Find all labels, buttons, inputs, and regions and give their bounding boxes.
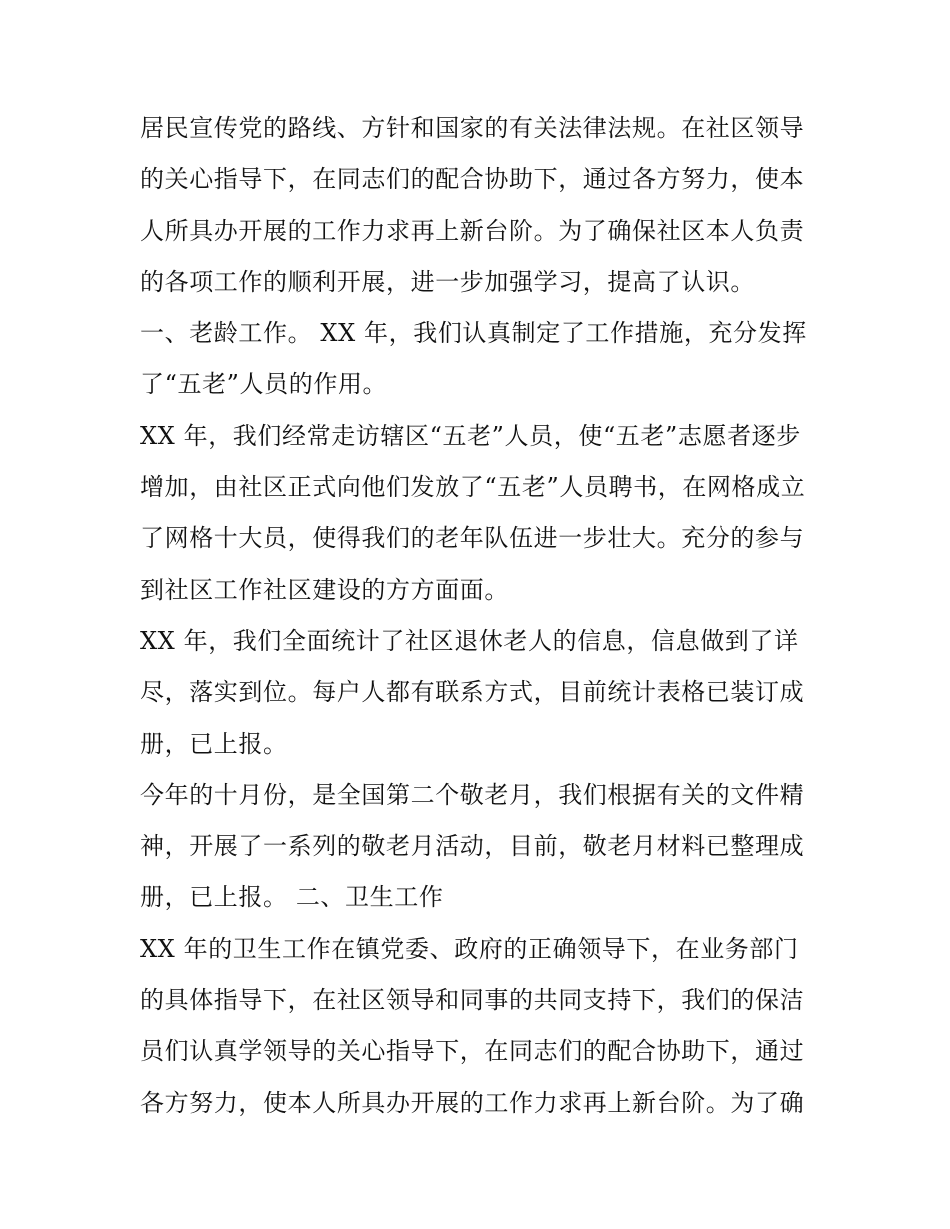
text-line: 到社区工作社区建设的方方面面。: [140, 575, 509, 604]
text-line: 尽，落实到位。每户人都有联系方式，目前统计表格已装订成: [140, 678, 805, 707]
text-line: XX 年的卫生工作在镇党委、政府的正确领导下，在业务部门: [140, 934, 799, 963]
document-body: [140, 103, 820, 1129]
text-line: 一、老龄工作。 XX 年，我们认真制定了工作措施，充分发挥: [140, 319, 807, 348]
text-line: 今年的十月份，是全国第二个敬老月，我们根据有关的文件精: [140, 780, 805, 809]
text-line: 了“五老”人员的作用。: [140, 370, 388, 399]
text-line: 居民宣传党的路线、方针和国家的有关法律法规。在社区领导: [140, 114, 805, 142]
text-line: 神，开展了一系列的敬老月活动，目前，敬老月材料已整理成: [140, 832, 805, 861]
text-line: 增加，由社区正式向他们发放了“五老”人员聘书，在网格成立: [140, 473, 806, 502]
text-line: 了网格十大员，使得我们的老年队伍进一步壮大。充分的参与: [140, 524, 805, 553]
text-line: XX 年，我们全面统计了社区退休老人的信息，信息做到了详: [140, 626, 799, 655]
text-line: 的关心指导下，在同志们的配合协助下，通过各方努力，使本: [140, 165, 805, 194]
text-line: 的各项工作的顺利开展，进一步加强学习，提高了认识。: [140, 267, 755, 296]
text-line: 的具体指导下，在社区领导和同事的共同支持下，我们的保洁: [140, 986, 805, 1015]
text-line: 员们认真学领导的关心指导下，在同志们的配合协助下，通过: [140, 1037, 805, 1066]
text-line: 册，已上报。: [140, 729, 288, 758]
text-line: XX 年，我们经常走访辖区“五老”人员，使“五老”志愿者逐步: [140, 421, 801, 450]
text-line: 册，已上报。 二、卫生工作: [140, 883, 444, 912]
text-line: 人所具办开展的工作力求再上新台阶。为了确保社区本人负责: [140, 216, 805, 245]
text-line: 各方努力，使本人所具办开展的工作力求再上新台阶。为了确: [140, 1088, 805, 1117]
